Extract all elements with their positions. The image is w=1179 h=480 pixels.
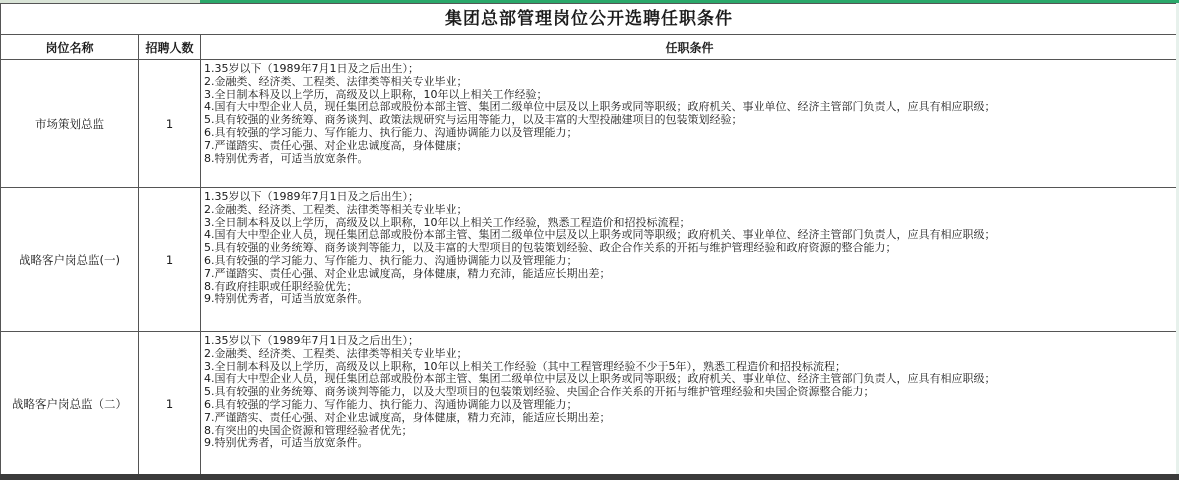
- requirement-line: 1.35岁以下（1989年7月1日及之后出生）；: [204, 335, 419, 347]
- requirements-cell: [201, 60, 1179, 188]
- table-title: 集团总部管理岗位公开选聘任职条件: [0, 3, 1178, 34]
- requirement-line: 7.严谨踏实、责任心强、对企业忠诚度高，身体健康，精力充沛，能适应长期出差；: [204, 411, 611, 424]
- requirement-line: 9.特别优秀者，可适当放宽条件。: [204, 293, 369, 306]
- hire-count: 1: [139, 188, 201, 332]
- requirement-line: 6.具有较强的学习能力、写作能力、执行能力、沟通协调能力以及管理能力；: [204, 126, 578, 139]
- requirement-line: 8.有突出的央国企资源和管理经验者优先；: [204, 424, 413, 437]
- requirement-line: 6.具有较强的学习能力、写作能力、执行能力、沟通协调能力以及管理能力；: [204, 254, 578, 267]
- requirement-line: 7.严谨踏实、责任心强、对企业忠诚度高，身体健康，精力充沛，能适应长期出差；: [204, 267, 611, 280]
- table-row: [1, 332, 1179, 475]
- position-name: 战略客户岗总监(一): [1, 188, 139, 332]
- header-requirements: 任职条件: [201, 35, 1179, 60]
- requirements-cell: [201, 188, 1179, 332]
- requirement-line: 4.国有大中型企业人员，现任集团总部或股份本部主管、集团二级单位中层及以上职务或同等职级；政府机关、事业单位、经济主管部门负责人，应具有相应职级；: [204, 373, 996, 386]
- position-name: 市场策划总监: [1, 60, 139, 188]
- requirement-line: 3.全日制本科及以上学历，高级及以上职称，10年以上相关工作经验，熟悉工程造价和招投标流程；: [204, 216, 691, 229]
- requirements-cell: [201, 332, 1179, 475]
- header-position: 岗位名称: [1, 35, 139, 60]
- position-name: 战略客户岗总监（二）: [1, 332, 139, 475]
- hire-count: 1: [139, 332, 201, 475]
- requirement-line: 6.具有较强的学习能力、写作能力、执行能力、沟通协调能力以及管理能力；: [204, 398, 578, 411]
- requirement-line: 4.国有大中型企业人员，现任集团总部或股份本部主管、集团二级单位中层及以上职务或同等职级；政府机关、事业单位、经济主管部门负责人，应具有相应职级；: [204, 229, 996, 242]
- requirement-line: 5.具有较强的业务统筹、商务谈判等能力，以及丰富的大型项目的包装策划经验、政企合作关系的开拓与维护管理经验和政府资源的整合能力；: [204, 242, 897, 255]
- table-row: [1, 188, 1179, 332]
- bottom-bar: [0, 474, 1179, 480]
- hire-count: 1: [139, 60, 201, 188]
- requirement-line: 4.国有大中型企业人员，现任集团总部或股份本部主管、集团二级单位中层及以上职务或同等职级；政府机关、事业单位、经济主管部门负责人，应具有相应职级；: [204, 101, 996, 114]
- requirements-table: [0, 34, 1179, 474]
- requirement-line: 5.具有较强的业务统筹、商务谈判、政策法规研究与运用等能力，以及丰富的大型投融建项目的包装策划经验；: [204, 114, 743, 127]
- requirement-line: 2.金融类、经济类、工程类、法律类等相关专业毕业；: [204, 203, 468, 216]
- requirement-line: 3.全日制本科及以上学历，高级及以上职称，10年以上相关工作经验（其中工程管理经验不少于5年），熟悉工程造价和招投标流程；: [204, 360, 846, 373]
- requirement-line: 8.特别优秀者，可适当放宽条件。: [204, 152, 369, 165]
- requirement-line: 1.35岁以下（1989年7月1日及之后出生）；: [204, 63, 419, 75]
- requirement-line: 8.有政府挂职或任职经验优先；: [204, 280, 358, 293]
- requirement-line: 2.金融类、经济类、工程类、法律类等相关专业毕业；: [204, 75, 468, 88]
- requirement-line: 9.特别优秀者，可适当放宽条件。: [204, 437, 369, 450]
- requirement-line: 2.金融类、经济类、工程类、法律类等相关专业毕业；: [204, 347, 468, 360]
- requirement-line: 3.全日制本科及以上学历，高级及以上职称，10年以上相关工作经验；: [204, 88, 548, 101]
- spreadsheet: [0, 3, 1179, 474]
- requirement-line: 1.35岁以下（1989年7月1日及之后出生）；: [204, 191, 419, 203]
- table-row: [1, 60, 1179, 188]
- header-count: 招聘人数: [139, 35, 201, 60]
- header-row: [1, 35, 1179, 60]
- requirement-line: 5.具有较强的业务统筹、商务谈判等能力，以及大型项目的包装策划经验、央国企合作关系的开拓与维护管理经验和央国企资源整合能力；: [204, 386, 875, 399]
- requirement-line: 7.严谨踏实、责任心强、对企业忠诚度高，身体健康；: [204, 139, 468, 152]
